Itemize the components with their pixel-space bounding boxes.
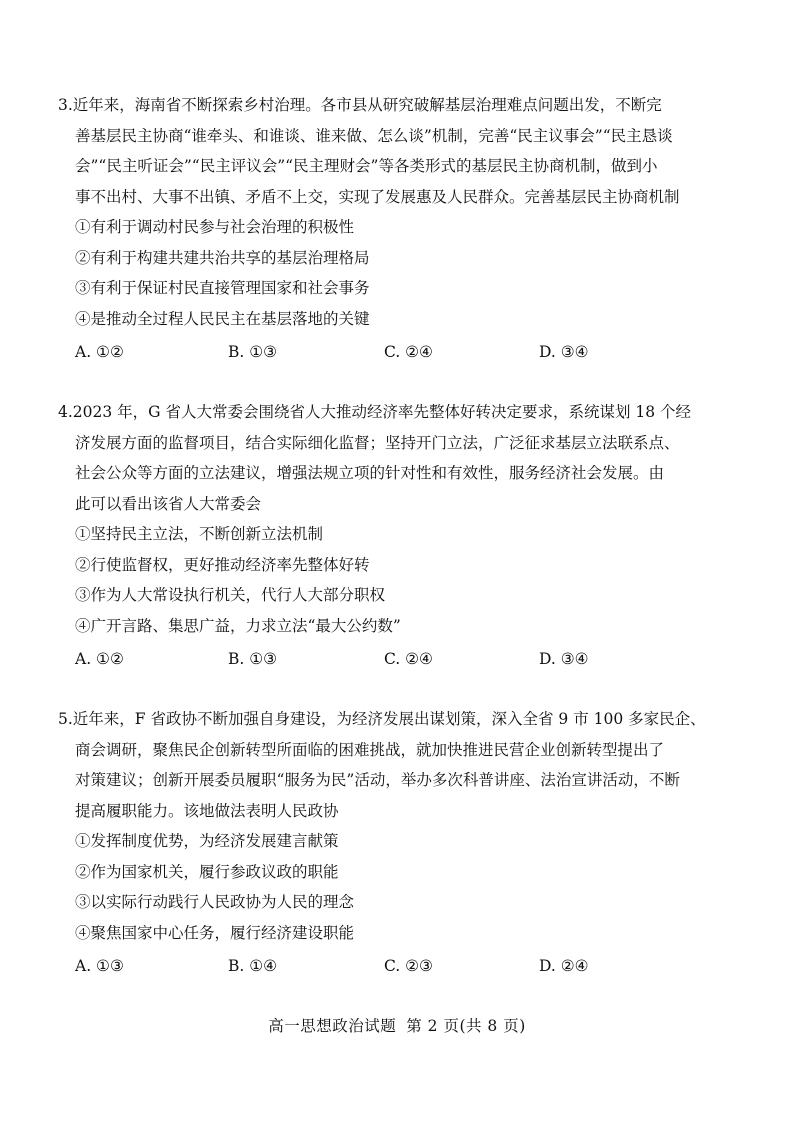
stem-line: 5.近年来，F 省政协不断加强自身建设，为经济发展出谋划策，深入全省 9 市 100 多家民企、 [58,710,706,728]
statement-4: ④是推动全过程人民民主在基层落地的关键 [75,309,370,328]
answer-choices [58,336,748,368]
question-stem [58,704,748,826]
stem-line: 此可以看出该省人大常委会 [75,494,262,513]
stem-line: 会”“民主听证会”“民主评议会”“民主理财会”等各类形式的基层民主协商机制，做到小 [75,157,658,175]
question-stem [58,397,748,519]
stem-line: 提高履职能力。该地做法表明人民政协 [75,801,339,820]
choice-d[interactable]: D. ②④ [539,957,589,975]
choice-a[interactable]: A. ①③ [75,957,124,975]
question-5 [58,704,748,982]
stem-line: 3.近年来，海南省不断探索乡村治理。各市县从研究破解基层治理难点问题出发，不断完 [58,96,662,114]
question-4 [58,397,748,675]
statement-3: ③作为人大常设执行机关，代行人大部分职权 [75,586,386,604]
choice-b[interactable]: B. ①③ [228,650,278,668]
stem-line: 事不出村、大事不出镇、矛盾不上交，实现了发展惠及人民群众。完善基层民主协商机制 [75,187,680,206]
choice-d[interactable]: D. ③④ [539,343,589,361]
page-footer [0,1014,794,1036]
page-number: 第 2 页(共 8 页) [406,1017,526,1035]
choice-a[interactable]: A. ①② [75,650,124,668]
statement-2: ②作为国家机关，履行参政议政的职能 [75,862,339,881]
statement-2: ②有利于构建共建共治共享的基层治理格局 [75,248,370,267]
statement-3: ③以实际行动践行人民政协为人民的理念 [75,893,355,911]
answer-choices [58,950,748,982]
statement-2: ②行使监督权，更好推动经济率先整体好转 [75,555,370,574]
choice-d[interactable]: D. ③④ [539,650,589,668]
stem-line: 善基层民主协商“谁牵头、和谁谈、谁来做、怎么谈”机制，完善“民主议事会”“民主恳谈 [75,126,673,145]
exam-title: 高一思想政治试题 [268,1017,397,1035]
stem-line: 济发展方面的监督项目，结合实际细化监督；坚持开门立法，广泛征求基层立法联系点、 [75,433,680,452]
stem-line: 4.2023 年，G 省人大常委会围绕省人大推动经济率先整体好转决定要求，系统谋划 18 个经 [58,403,692,421]
statement-4: ④聚焦国家中心任务，履行经济建设职能 [75,923,355,942]
question-3 [58,90,748,368]
question-stem [58,90,748,212]
statement-1: ①有利于调动村民参与社会治理的积极性 [75,218,355,236]
choice-b[interactable]: B. ①③ [228,343,278,361]
statement-4: ④广开言路、集思广益，力求立法“最大公约数” [75,616,401,635]
answer-choices [58,643,748,675]
statement-1: ①发挥制度优势，为经济发展建言献策 [75,832,339,850]
choice-a[interactable]: A. ①② [75,343,124,361]
choice-c[interactable]: C. ②④ [384,650,433,668]
statement-3: ③有利于保证村民直接管理国家和社会事务 [75,279,370,297]
stem-line: 社会公众等方面的立法建议，增强法规立项的针对性和有效性，服务经济社会发展。由 [75,464,665,482]
stem-line: 商会调研，聚焦民企创新转型所面临的困难挑战，就加快推进民营企业创新转型提出了 [75,740,665,759]
statement-1: ①坚持民主立法，不断创新立法机制 [75,525,324,543]
choice-b[interactable]: B. ①④ [228,957,278,975]
stem-line: 对策建议；创新开展委员履职“服务为民”活动，举办多次科普讲座、法治宣讲活动，不断 [75,771,680,789]
choice-c[interactable]: C. ②③ [384,957,433,975]
choice-c[interactable]: C. ②④ [384,343,433,361]
